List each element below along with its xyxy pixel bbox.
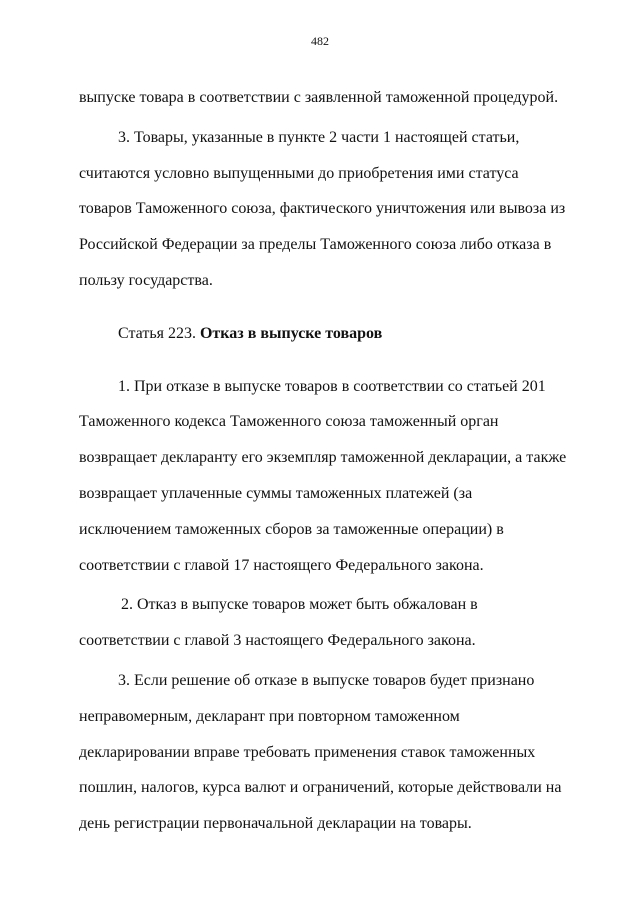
document-body (79, 80, 568, 842)
article-heading (79, 316, 568, 352)
paragraph-item-3b: 3. Если решение об отказе в выпуске товаров будет признано неправомерным, декларант при повторном таможенном декларировании вправе требовать применения ставок таможенных пошлин, налогов, курса валют и ограничений, которые действовали на день регистрации первоначальной декларации на товары. (79, 671, 562, 833)
paragraph-item-1: 1. При отказе в выпуске товаров в соответствии со статьей 201 Таможенного кодекса Таможенного союза таможенный орган возвращает декларанту его экземпляр таможенной декларации, а также возвращает уплаченные суммы таможенных платежей (за исключением таможенных сборов за таможенные операции) в соответствии с главой 17 настоящего Федерального закона. (79, 377, 567, 574)
page-number: 482 (311, 34, 329, 48)
paragraph-item-2: 2. Отказ в выпуске товаров может быть обжалован в соответствии с главой 3 настоящего Федерального закона. (79, 596, 478, 650)
article-label: Статья 223. (118, 324, 196, 342)
paragraph-continuation: выпуске товара в соответствии с заявленной таможенной процедурой. (79, 89, 559, 106)
paragraph-item-3: 3. Товары, указанные в пункте 2 части 1 настоящей статьи, считаются условно выпущенными до приобретения ими статуса товаров Таможенного союза, фактического уничтожения или вывоза из Российской Федерации за пределы Таможенного союза либо отказа в пользу государства. (79, 128, 566, 289)
article-title: Отказ в выпуске товаров (199, 324, 383, 342)
